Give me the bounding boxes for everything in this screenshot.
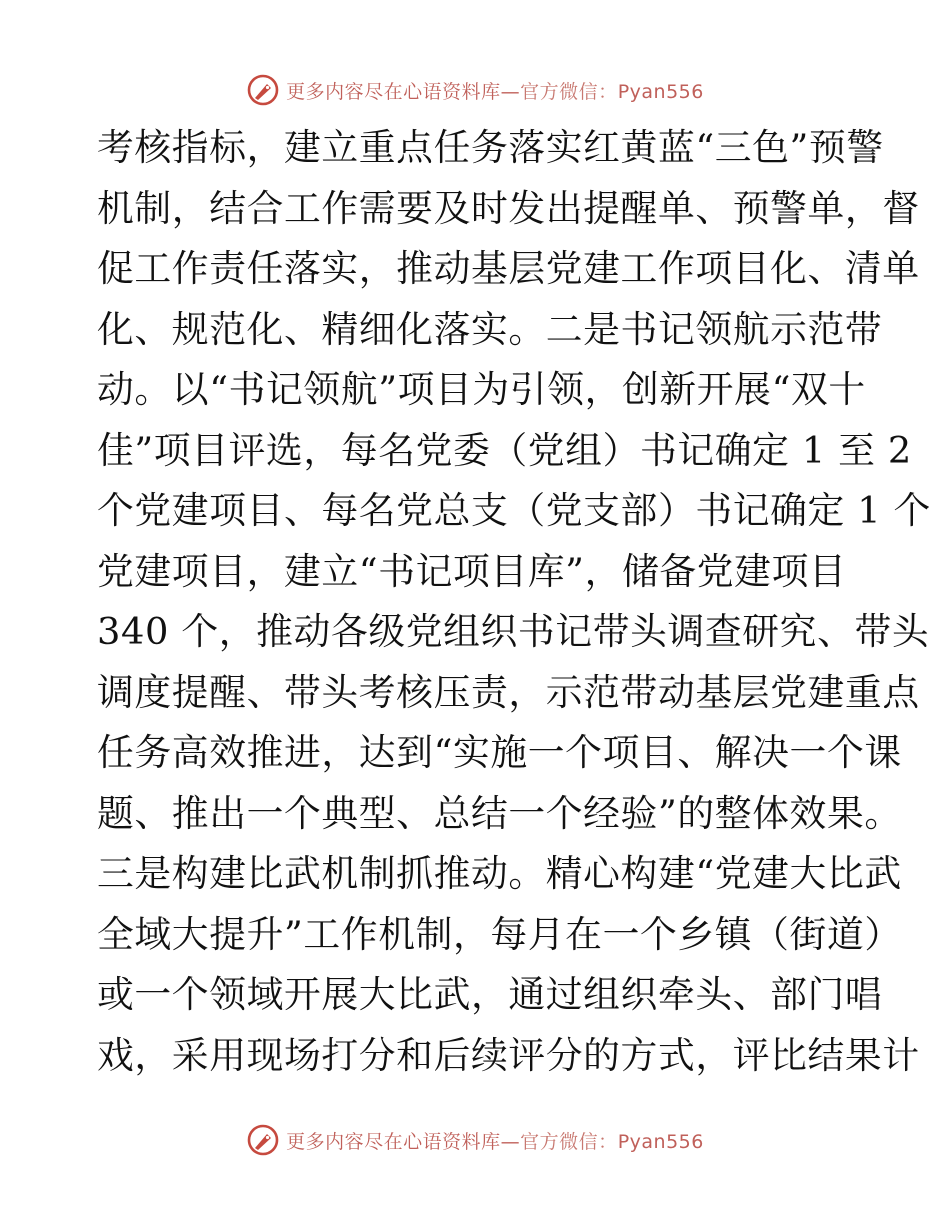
watermark-sub: 官方微信： (520, 80, 618, 103)
document-body (97, 118, 931, 1086)
watermark-handle: Pyan556 (617, 80, 704, 103)
footer-watermark (0, 1120, 950, 1160)
header-watermark (0, 70, 950, 110)
text-line: 动。以“书记领航”项目为引领，创新开展“双十 (97, 368, 866, 411)
text-line: 或一个领域开展大比武，通过组织牵头、部门唱 (97, 973, 883, 1016)
text-line: 任务高效推进，达到“实施一个项目、解决一个课 (97, 731, 902, 774)
watermark-handle: Pyan556 (617, 1130, 704, 1153)
pen-nib-logo-icon (246, 1123, 280, 1157)
text-line: 调度提醒、带头考核压责，示范带动基层党建重点 (97, 670, 920, 714)
text-line: 佳”项目评选，每名党委（党组）书记确定 1 至 2 (97, 428, 912, 472)
watermark-text (286, 77, 704, 104)
watermark-dash: — (500, 80, 521, 103)
text-line: 340 个，推动各级党组织书记带头调查研究、带头 (97, 610, 930, 653)
text-line: 题、推出一个典型、总结一个经验”的整体效果。 (97, 791, 902, 835)
text-line: 个党建项目、每名党总支（党支部）书记确定 1 个 (97, 489, 931, 532)
watermark-main: 更多内容尽在心语资料库 (286, 80, 501, 103)
text-line: 三是构建比武机制抓推动。精心构建“党建大比武 (97, 852, 902, 895)
text-line: 戏，采用现场打分和后续评分的方式，评比结果计 (97, 1033, 920, 1077)
text-line: 考核指标，建立重点任务落实红黄蓝“三色”预警 (97, 126, 884, 169)
text-line: 全域大提升”工作机制，每月在一个乡镇（街道） (97, 912, 902, 956)
watermark-sub: 官方微信： (520, 1130, 618, 1153)
watermark-dash: — (500, 1130, 521, 1153)
text-line: 机制，结合工作需要及时发出提醒单、预警单，督 (97, 186, 920, 230)
pen-nib-logo-icon (246, 73, 280, 107)
text-line: 促工作责任落实，推动基层党建工作项目化、清单 (97, 247, 920, 290)
watermark-text (286, 1127, 704, 1154)
watermark-main: 更多内容尽在心语资料库 (286, 1130, 501, 1153)
text-line: 党建项目，建立“书记项目库”，储备党建项目 (97, 549, 847, 593)
text-line: 化、规范化、精细化落实。二是书记领航示范带 (97, 307, 883, 351)
